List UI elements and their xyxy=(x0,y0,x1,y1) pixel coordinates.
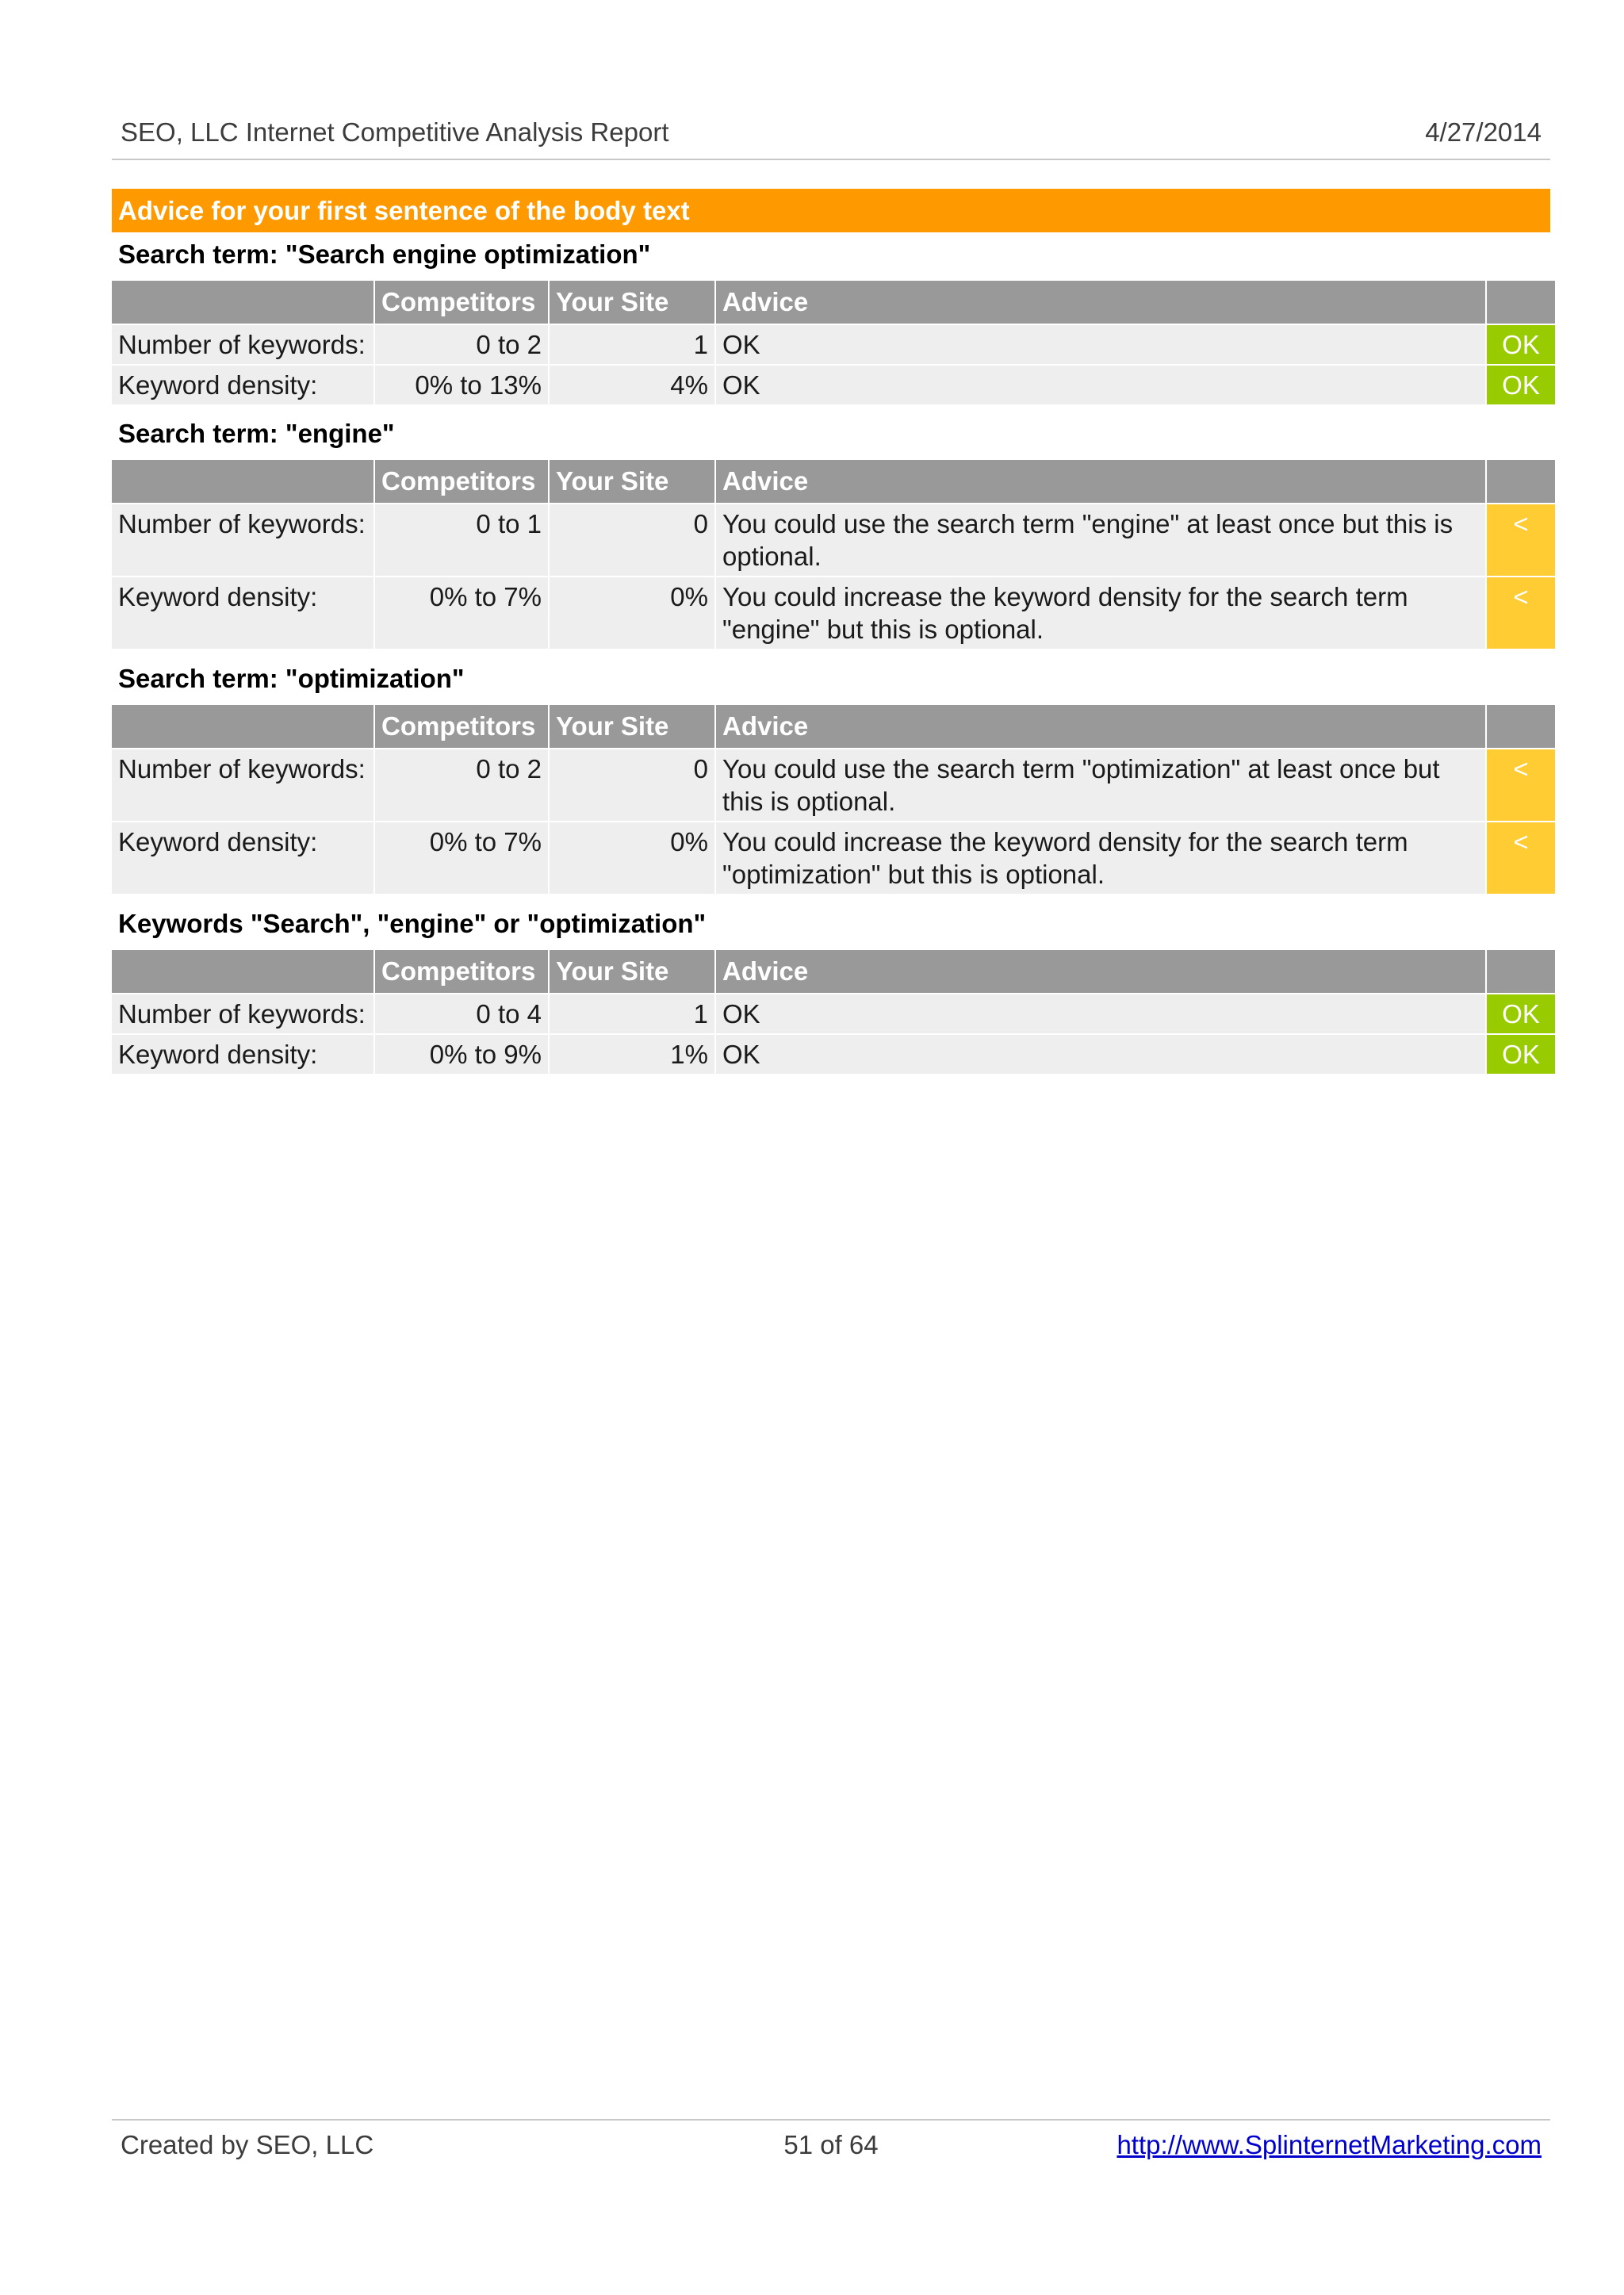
competitors-header: Competitors xyxy=(375,460,548,503)
section-title: Advice for your first sentence of the body text xyxy=(112,189,1550,232)
your-site-value: 1 xyxy=(550,325,714,364)
footer-link[interactable]: http://www.SplinternetMarketing.com xyxy=(1116,2130,1542,2159)
status-header xyxy=(1487,460,1555,503)
advice-text: OK xyxy=(716,325,1485,364)
page-header xyxy=(112,116,1550,160)
term-heading: Search term: "optimization" xyxy=(118,664,465,693)
status-header xyxy=(1487,705,1555,748)
advice-text: OK xyxy=(716,994,1485,1033)
status-badge: OK xyxy=(1487,366,1555,404)
competitors-header: Competitors xyxy=(375,281,548,324)
advice-table xyxy=(110,279,1557,406)
row-label: Keyword density: xyxy=(112,1035,373,1074)
your-site-header: Your Site xyxy=(550,281,714,324)
competitors-header: Competitors xyxy=(375,950,548,993)
empty-header-cell xyxy=(112,705,373,748)
status-badge: < xyxy=(1487,504,1555,576)
page-footer xyxy=(112,2119,1550,2168)
competitors-value: 0 to 2 xyxy=(375,325,548,364)
term-heading: Keywords "Search", "engine" or "optimization" xyxy=(118,909,707,938)
advice-text: You could increase the keyword density for the search term "engine" but this is optional. xyxy=(716,577,1485,649)
table-header-row xyxy=(112,460,1555,503)
competitors-value: 0% to 7% xyxy=(375,577,548,649)
term-heading: Search term: "engine" xyxy=(118,419,395,448)
table-row xyxy=(112,577,1555,649)
status-badge: < xyxy=(1487,749,1555,821)
advice-header: Advice xyxy=(716,460,1485,503)
table-row xyxy=(112,325,1555,364)
footer-created: Created by SEO, LLC xyxy=(121,2130,374,2159)
competitors-value: 0% to 7% xyxy=(375,822,548,894)
competitors-value: 0 to 2 xyxy=(375,749,548,821)
competitors-value: 0% to 9% xyxy=(375,1035,548,1074)
row-label: Number of keywords: xyxy=(112,504,373,576)
competitors-header: Competitors xyxy=(375,705,548,748)
table-row xyxy=(112,504,1555,576)
your-site-header: Your Site xyxy=(550,950,714,993)
report-date: 4/27/2014 xyxy=(1425,117,1542,147)
table-header-row xyxy=(112,281,1555,324)
empty-header-cell xyxy=(112,281,373,324)
row-label: Number of keywords: xyxy=(112,749,373,821)
your-site-header: Your Site xyxy=(550,460,714,503)
page-number: 51 of 64 xyxy=(783,2130,879,2159)
row-label: Number of keywords: xyxy=(112,325,373,364)
row-label: Keyword density: xyxy=(112,366,373,404)
table-row xyxy=(112,749,1555,821)
status-header xyxy=(1487,950,1555,993)
table-row xyxy=(112,822,1555,894)
competitors-value: 0 to 1 xyxy=(375,504,548,576)
empty-header-cell xyxy=(112,950,373,993)
your-site-value: 4% xyxy=(550,366,714,404)
table-header-row xyxy=(112,705,1555,748)
advice-text: OK xyxy=(716,366,1485,404)
table-row xyxy=(112,1035,1555,1074)
term-heading: Search term: "Search engine optimization" xyxy=(118,239,651,269)
status-badge: OK xyxy=(1487,325,1555,364)
advice-text: You could use the search term "engine" at least once but this is optional. xyxy=(716,504,1485,576)
row-label: Keyword density: xyxy=(112,822,373,894)
advice-text: You could use the search term "optimization" at least once but this is optional. xyxy=(716,749,1485,821)
row-label: Keyword density: xyxy=(112,577,373,649)
your-site-value: 1% xyxy=(550,1035,714,1074)
advice-header: Advice xyxy=(716,950,1485,993)
advice-text: You could increase the keyword density for the search term "optimization" but this is optional. xyxy=(716,822,1485,894)
advice-table xyxy=(110,948,1557,1075)
status-badge: < xyxy=(1487,577,1555,649)
status-badge: OK xyxy=(1487,1035,1555,1074)
status-badge: OK xyxy=(1487,994,1555,1033)
row-label: Number of keywords: xyxy=(112,994,373,1033)
your-site-value: 0% xyxy=(550,822,714,894)
advice-text: OK xyxy=(716,1035,1485,1074)
status-badge: < xyxy=(1487,822,1555,894)
your-site-header: Your Site xyxy=(550,705,714,748)
table-row xyxy=(112,994,1555,1033)
competitors-value: 0 to 4 xyxy=(375,994,548,1033)
your-site-value: 0 xyxy=(550,504,714,576)
empty-header-cell xyxy=(112,460,373,503)
advice-header: Advice xyxy=(716,705,1485,748)
your-site-value: 0 xyxy=(550,749,714,821)
advice-table xyxy=(110,703,1557,895)
status-header xyxy=(1487,281,1555,324)
your-site-value: 1 xyxy=(550,994,714,1033)
table-row xyxy=(112,366,1555,404)
competitors-value: 0% to 13% xyxy=(375,366,548,404)
table-header-row xyxy=(112,950,1555,993)
your-site-value: 0% xyxy=(550,577,714,649)
advice-table xyxy=(110,458,1557,650)
report-title: SEO, LLC Internet Competitive Analysis Report xyxy=(121,117,669,147)
advice-header: Advice xyxy=(716,281,1485,324)
